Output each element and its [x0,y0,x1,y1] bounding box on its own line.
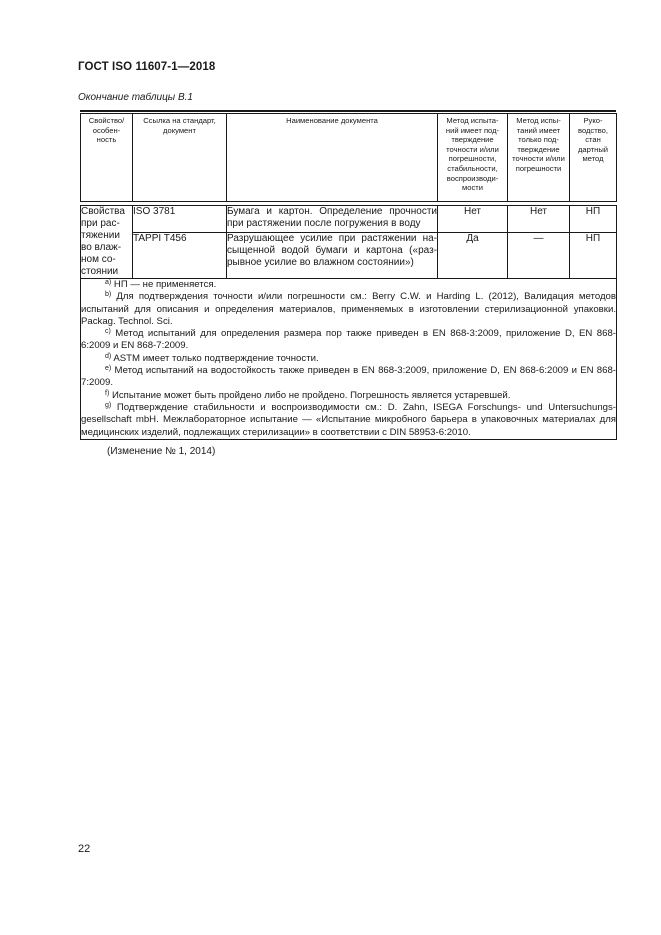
full-validation-cell: Нет [438,206,508,233]
guide-cell: НП [570,232,617,278]
footnote: $^{a)}$ НП — не применяется. [105,279,217,290]
partial-validation-cell: — [508,232,570,278]
partial-validation-cell: Нет [508,206,570,233]
footnotes-row [81,279,617,440]
amendment-note: (Изменение № 1, 2014) [107,446,216,457]
spec-table [80,113,617,440]
standard-cell: ISO 3781 [133,206,227,233]
standard-cell: TAPPI T456 [133,232,227,278]
guide-cell: НП [570,206,617,233]
footnotes-cell [81,279,617,440]
footnote: $^{g)}$ Подтверждение стабильности и воспроизводимости см.: D. Zahn, ISEGA Forschungs- und Untersuchungs-gesellschaft mbH. Межлабораторное испытание — «Испытание микробного барьера в упаковочных материалах для медицинских изделий, подлежащих стерилизации» в соответствии с DIN 58953-6:2010. [81,401,616,438]
footnote: $^{b)}$ Для подтверждения точности и/или погрешности см.: Berry C.W. и Harding L. (2012), Валидация методов испытаний для описания и определения материалов, применяемых в изготовлении стерилизационной упаковки. Packag. Technol. Sci. [81,291,616,327]
table-header-row [81,114,617,202]
footnote: $^{c)}$ Метод испытаний для определения размера пор также приведен в EN 868-3:2009, приложение D, EN 868-6:2009 и EN 868-7:2009. [81,328,616,352]
col-header-partial-validation: Метод испы- таний имеет только под- тверждение точности и/или погрешности [508,114,570,202]
table-caption: Окончание таблицы В.1 [78,92,193,103]
top-rule [80,110,616,112]
document-header: ГОСТ ISO 11607-1—2018 [78,61,216,73]
full-validation-cell: Да [438,232,508,278]
table-row [81,232,617,278]
col-header-full-validation: Метод испыта- ний имеет под- тверждение точности и/или погрешности, стабильности, воспроизводи- мости [438,114,508,202]
footnote: $^{e)}$ Метод испытаний на водостойкость также приведен в EN 868-3:2009, приложение D, EN 868-6:2009 и EN 868-7:2009. [81,365,616,389]
footnote: $^{f)}$ Испытание может быть пройдено либо не пройдено. Погрешность является устаревшей. [105,389,511,401]
col-header-guide: Руко- водство, стан дартный метод [570,114,617,202]
col-header-standard: Ссылка на стандарт, документ [133,114,227,202]
col-header-property: Свойство/ особен- ность [81,114,133,202]
doc-name-cell: Бумага и картон. Определение прочности при растяжении после погружения в воду [227,206,438,233]
col-header-doc-name: Наименование документа [227,114,438,202]
footnote: $^{d)}$ ASTM имеет только подтверждение точности. [105,352,319,364]
doc-name-cell: Разрушающее усилие при растяжении на- сыщенной водой бумаги и картона («раз- рывное усилие во влажном состоянии») [227,232,438,278]
table-row [81,206,617,233]
page-number: 22 [78,843,91,855]
property-cell: Свойства при рас- тяжении во влаж- ном со- стоянии [81,206,133,279]
